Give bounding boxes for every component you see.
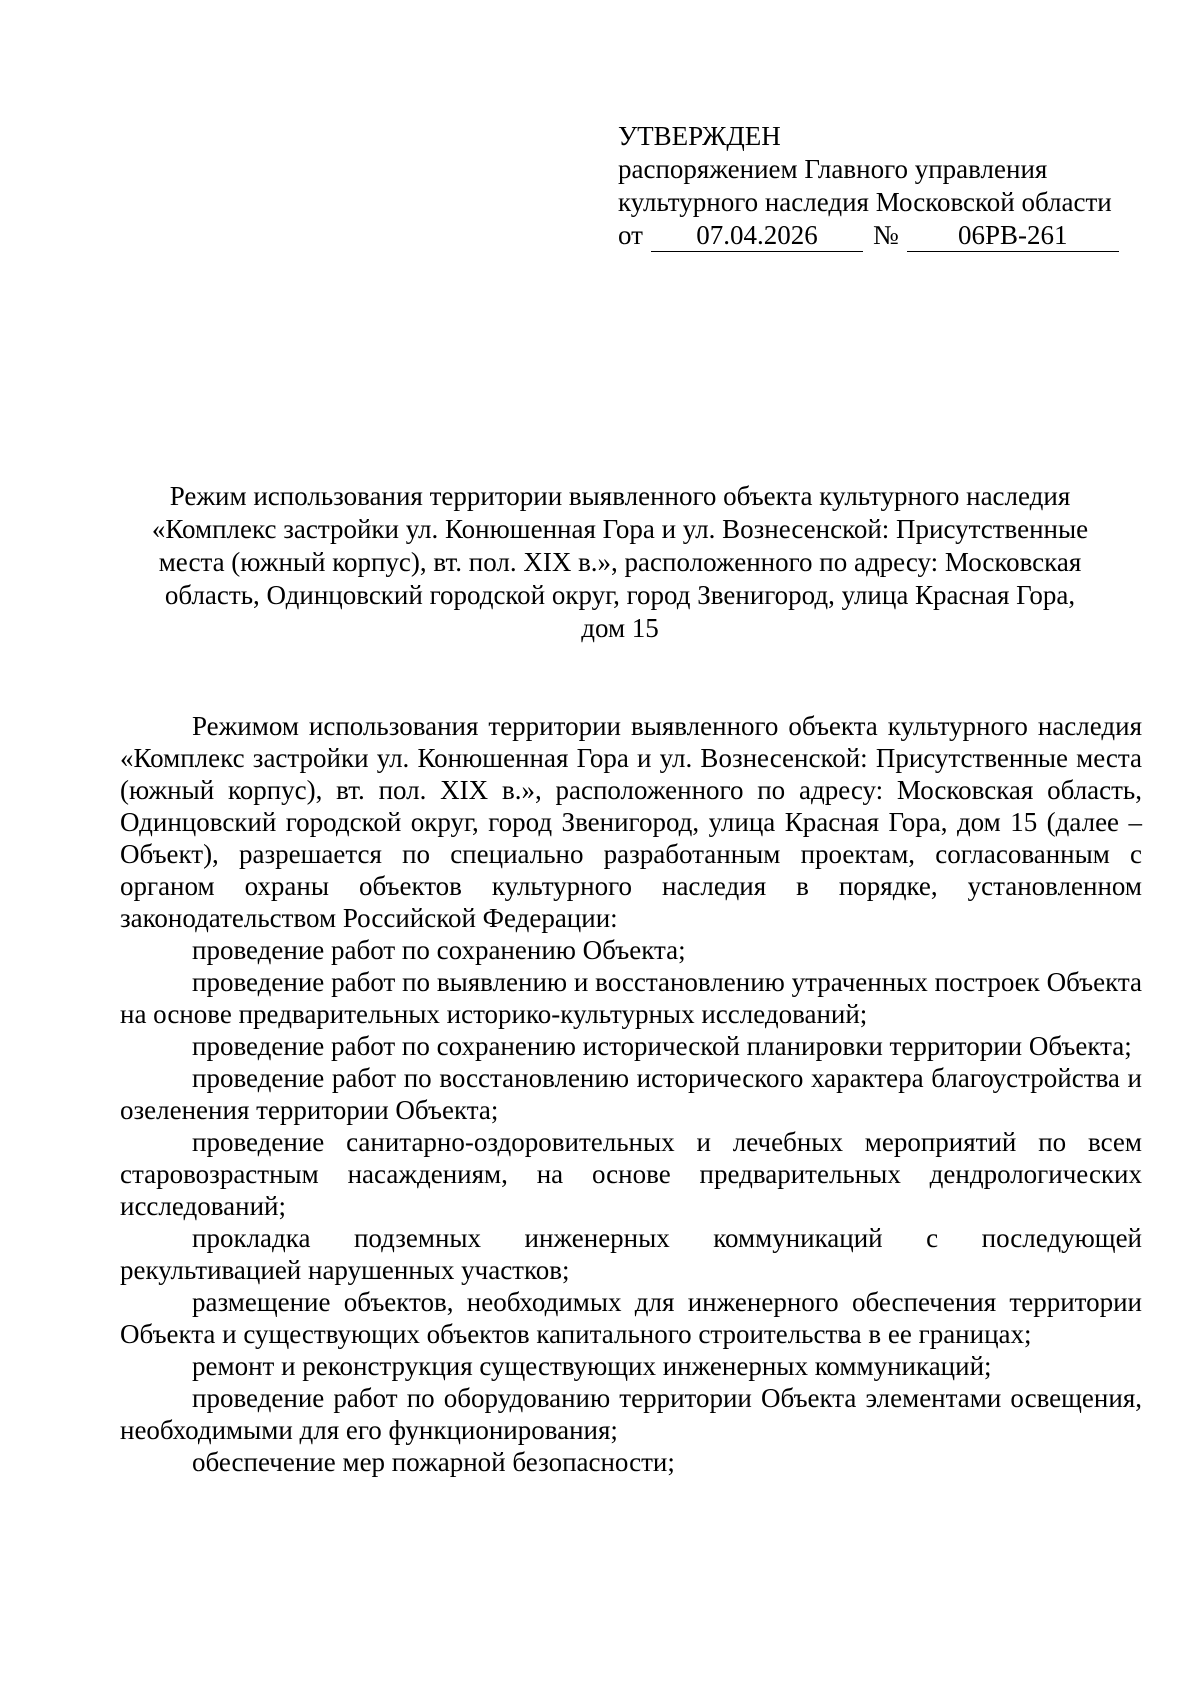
- approval-line-2: культурного наследия Московской области: [618, 187, 1112, 217]
- title-line: область, Одинцовский городской округ, город Звенигород, улица Красная Гора,: [164, 580, 1076, 610]
- title-line: места (южный корпус), вт. пол. XIX в.», расположенного по адресу: Московская: [158, 547, 1082, 577]
- body-paragraph: проведение работ по восстановлению исторического характера благоустройства и озеленения территории Объекта;: [120, 1063, 1142, 1125]
- body-paragraph: ремонт и реконструкция существующих инженерных коммуникаций;: [192, 1351, 992, 1381]
- body-paragraph: проведение работ по выявлению и восстановлению утраченных построек Объекта на основе предварительных историко-культурных исследований;: [120, 967, 1142, 1029]
- body-paragraph: проведение работ по оборудованию территории Объекта элементами освещения, необходимыми для его функционирования;: [120, 1383, 1142, 1445]
- approval-heading: УТВЕРЖДЕН: [618, 121, 781, 151]
- approval-date: 07.04.2026: [651, 221, 863, 252]
- body-paragraph: проведение работ по сохранению исторической планировки территории Объекта;: [192, 1031, 1132, 1061]
- approval-date-prefix: от: [618, 220, 643, 250]
- approval-number: 06РВ-261: [907, 221, 1119, 252]
- body-paragraph: проведение санитарно-оздоровительных и лечебных мероприятий по всем старовозрастным насаждениям, на основе предварительных дендрологических исследований;: [120, 1127, 1142, 1221]
- title-line: «Комплекс застройки ул. Конюшенная Гора и ул. Вознесенской: Присутственные: [151, 514, 1089, 544]
- body-paragraph: прокладка подземных инженерных коммуникаций с последующей рекультивацией нарушенных участков;: [120, 1223, 1142, 1285]
- title-line: дом 15: [581, 613, 659, 643]
- title-line: Режим использования территории выявленного объекта культурного наследия: [169, 481, 1071, 511]
- body-paragraph: Режимом использования территории выявленного объекта культурного наследия «Комплекс застройки ул. Конюшенная Гора и ул. Вознесенской: Присутственные места (южный корпус), вт. пол. XIX в.», расположенного по адресу: Московская область, Одинцовский городской округ, город Звенигород, улица Красная Гора, дом 15 (далее – Объект), разрешается по специально разработанным проектам, согласованным с органом охраны объектов культурного наследия в порядке, установленном законодательством Российской Федерации:: [120, 711, 1142, 933]
- body-paragraph: обеспечение мер пожарной безопасности;: [192, 1447, 675, 1477]
- approval-number-sign: №: [872, 220, 899, 250]
- approval-date-row: [618, 219, 1138, 252]
- approval-block: [618, 120, 1138, 252]
- document-body: [120, 710, 1142, 1478]
- body-paragraph: проведение работ по сохранению Объекта;: [192, 935, 686, 965]
- approval-line-1: распоряжением Главного управления: [618, 154, 1048, 184]
- body-paragraph: размещение объектов, необходимых для инженерного обеспечения территории Объекта и существующих объектов капитального строительства в ее границах;: [120, 1287, 1142, 1349]
- document-title: [120, 480, 1120, 645]
